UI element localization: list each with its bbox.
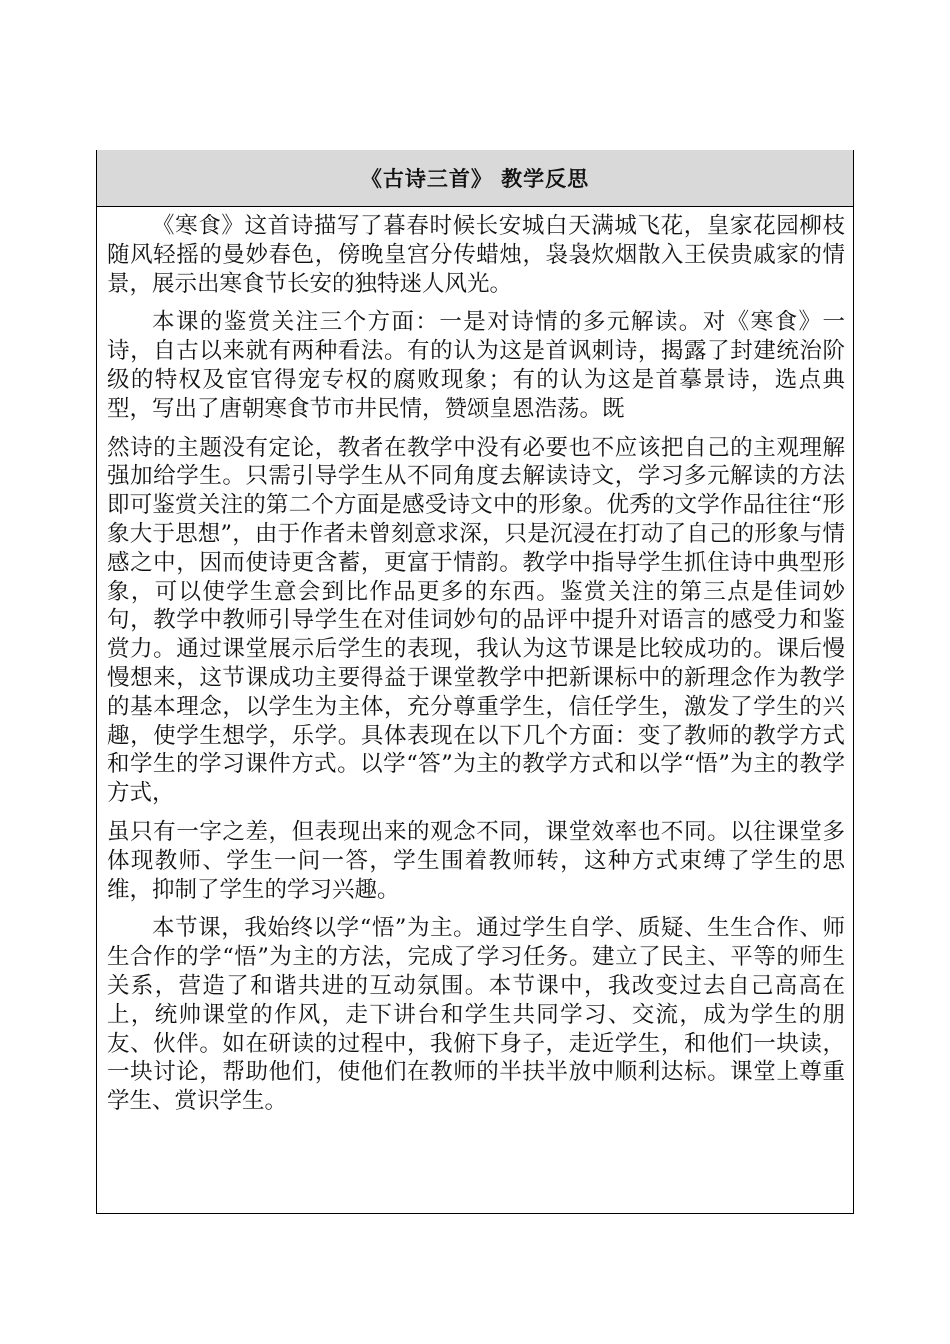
table-title-cell xyxy=(97,150,853,207)
document-title: 《古诗三首》 教学反思 xyxy=(360,167,590,191)
reflection-table xyxy=(96,150,854,1214)
paragraph-conclusion: 本节课，我始终以学“悟”为主。通过学生自学、质疑、生生合作、师生合作的学“悟”为主的方法，完成了学习任务。建立了民主、平等的师生关系，营造了和谐共进的互动氛围。本节课中，我改变过去自己高高在上，统帅课堂的作风，走下讲台和学生共同学习、交流，成为学生的朋友、伙伴。如在研读的过程中，我俯下身子，走近学生，和他们一块读，一块讨论，帮助他们，使他们在教师的半扶半放中顺利达标。课堂上尊重学生、赏识学生。 xyxy=(107,915,845,1115)
table-body-cell xyxy=(97,207,853,1116)
paragraph-continuation: 然诗的主题没有定论，教者在教学中没有必要也不应该把自己的主观理解强加给学生。只需引导学生从不同角度去解读诗文，学习多元解读的方法即可鉴赏关注的第二个方面是感受诗文中的形象。优秀的文学作品往往“形象大于思想”，由于作者未曾刻意求深，只是沉浸在打动了自己的形象与情感之中，因而使诗更含蓄，更富于情韵。教学中指导学生抓住诗中典型形象，可以使学生意会到比作品更多的东西。鉴赏关注的第三点是佳词妙句，教学中教师引导学生在对佳词妙句的品评中提升对语言的感受力和鉴赏力。通过课堂展示后学生的表现，我认为这节课是比较成功的。课后慢慢想来，这节课成功主要得益于课堂教学中把新课标中的新理念作为教学的基本理念，以学生为主体，充分尊重学生，信任学生，激发了学生的兴趣，使学生想学，乐学。具体表现在以下几个方面：变了教师的教学方式和学生的学习课件方式。以学“答”为主的教学方式和以学“悟”为主的教学方式， xyxy=(107,434,845,807)
paragraph-difference: 虽只有一字之差，但表现出来的观念不同，课堂效率也不同。以往课堂多体现教师、学生一问一答，学生围着教师转，这种方式束缚了学生的思维，抑制了学生的学习兴趣。 xyxy=(107,818,845,903)
paragraph-appreciation: 本课的鉴赏关注三个方面：一是对诗情的多元解读。对《寒食》一诗，自古以来就有两种看法。有的认为这是首讽刺诗，揭露了封建统治阶级的特权及宦官得宠专权的腐败现象；有的认为这是首摹景诗，选点典型，写出了唐朝寒食节市井民情，赞颂皇恩浩荡。既 xyxy=(107,309,845,422)
paragraph-intro: 《寒食》这首诗描写了暮春时候长安城白天满城飞花，皇家花园柳枝随风轻摇的曼妙春色，傍晚皇宫分传蜡烛，袅袅炊烟散入王侯贵戚家的情景，展示出寒食节长安的独特迷人风光。 xyxy=(107,213,845,297)
